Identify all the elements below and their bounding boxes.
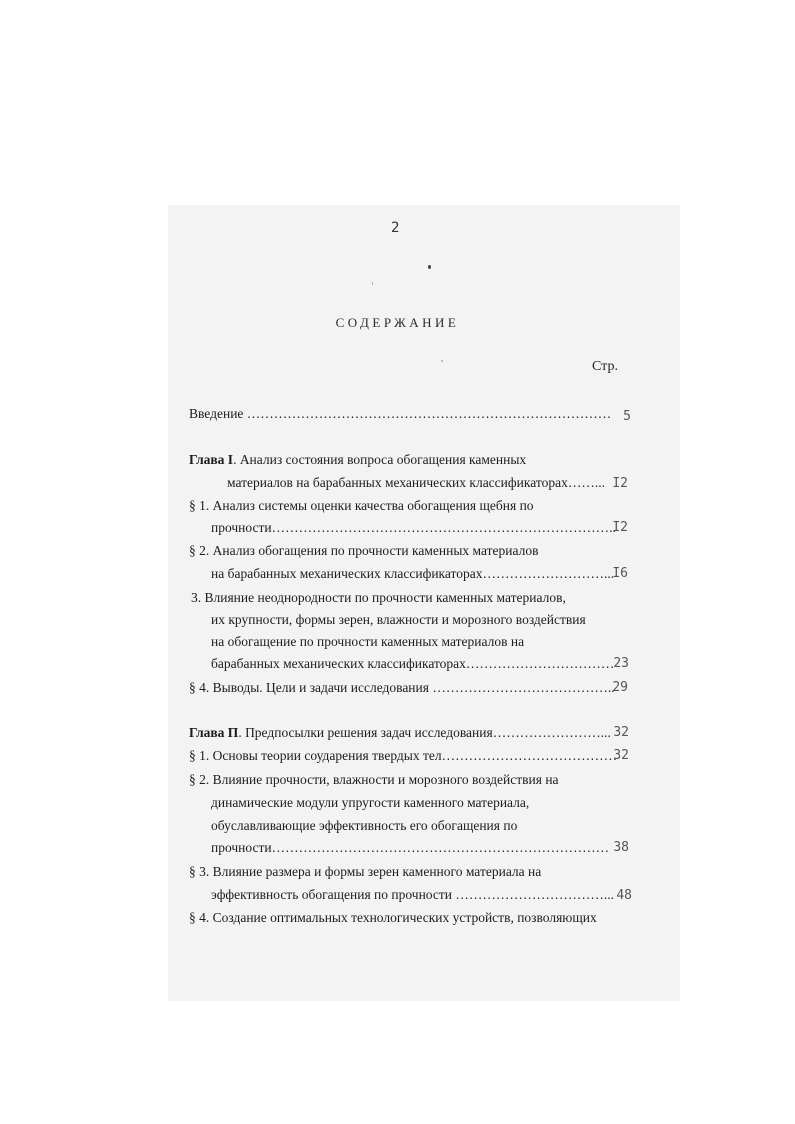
- toc-chapter-1-heading: [189, 452, 526, 468]
- toc-page-1-3: 23: [613, 656, 629, 671]
- page-number: 2: [391, 220, 400, 236]
- toc-page-1-1: I2: [612, 520, 628, 535]
- toc-entry-1-1-cont: прочности…………………………………………………………………..: [211, 520, 616, 535]
- toc-entry-2-4: § 4. Создание оптимальных технологических устройств, позволяющих: [189, 910, 597, 925]
- scan-speck: [372, 282, 373, 285]
- scan-speck: [428, 265, 431, 269]
- chapter-1-label: Глава I: [189, 452, 234, 467]
- toc-page-2-1: 32: [613, 748, 629, 763]
- toc-title: СОДЕРЖАНИЕ: [335, 315, 460, 330]
- chapter-2-label: Глава П: [189, 725, 239, 740]
- toc-entry-2-3-cont: эффективность обогащения по прочности ……………………………...: [211, 887, 614, 902]
- toc-entry-2-3: § 3. Влияние размера и формы зерен каменного материала на: [189, 864, 542, 879]
- toc-page-2-3: 48: [616, 888, 632, 903]
- chapter-1-title: . Анализ состояния вопроса обогащения каменных: [233, 452, 527, 467]
- toc-entry-1-3-cont: на обогащение по прочности каменных материалов на: [211, 634, 525, 649]
- page-column-label: Стр.: [592, 359, 618, 374]
- toc-entry-1-3-cont: их крупности, формы зерен, влажности и морозного воздействия: [211, 612, 586, 627]
- toc-page-chapter-1: I2: [612, 476, 628, 491]
- toc-chapter-2-heading: [189, 725, 611, 741]
- toc-page-1-4: 29: [612, 680, 628, 695]
- toc-entry-2-2-cont: прочности…………………………………………………………………: [211, 840, 610, 855]
- toc-entry-1-3: 3. Влияние неоднородности по прочности каменных материалов,: [191, 590, 566, 605]
- toc-entry-2-1: § 1. Основы теории соударения твердых тел…………………………………: [189, 748, 618, 763]
- toc-page-intro: 5: [623, 409, 631, 424]
- toc-page-chapter-2: 32: [613, 725, 629, 740]
- toc-page-2-2: 38: [613, 840, 629, 855]
- toc-entry-1-2: § 2. Анализ обогащения по прочности каменных материалов: [189, 543, 539, 558]
- toc-entry-2-2: § 2. Влияние прочности, влажности и морозного воздействия на: [189, 772, 559, 787]
- toc-chapter-1-title-cont: материалов на барабанных механических классификаторах……...: [227, 475, 605, 490]
- scan-speck: [441, 360, 443, 362]
- toc-entry-2-2-cont: динамические модули упругости каменного материала,: [211, 795, 530, 810]
- chapter-2-title: . Предпосылки решения задач исследования……………………...: [238, 725, 611, 740]
- toc-page-1-2: I6: [612, 566, 628, 581]
- toc-entry-1-3-cont: барабанных механических классификаторах……………………………: [211, 656, 615, 671]
- toc-entry-1-1: § 1. Анализ системы оценки качества обогащения щебня по: [189, 498, 534, 513]
- toc-entry-2-2-cont: обуславливающие эффективность его обогащения по: [211, 818, 518, 833]
- toc-entry-intro: Введение ………………………………………………………………………: [189, 406, 612, 421]
- toc-entry-1-4: § 4. Выводы. Цели и задачи исследования …………………………………..: [189, 680, 615, 695]
- toc-entry-1-2-cont: на барабанных механических классификаторах………………………...: [211, 566, 615, 581]
